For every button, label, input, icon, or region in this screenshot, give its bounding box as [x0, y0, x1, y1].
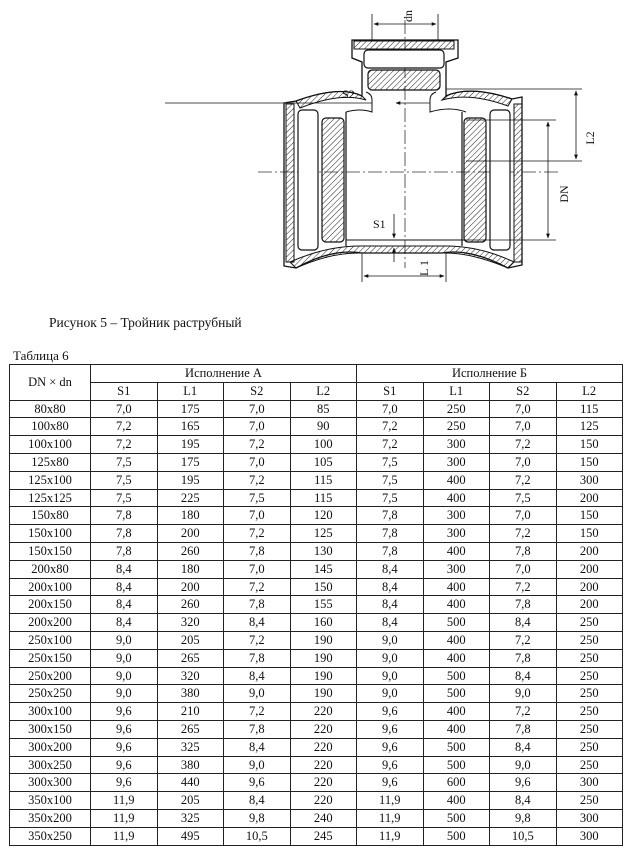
value-cell: 400: [423, 792, 490, 810]
value-cell: 250: [423, 418, 490, 436]
value-cell: 9,0: [490, 685, 557, 703]
dn-cell: 300x200: [10, 738, 91, 756]
value-cell: 8,4: [224, 792, 291, 810]
value-cell: 9,0: [357, 685, 424, 703]
value-cell: 130: [290, 542, 357, 560]
value-cell: 11,9: [91, 809, 158, 827]
value-cell: 7,8: [357, 507, 424, 525]
group-b-header: Исполнение Б: [357, 365, 623, 383]
value-cell: 300: [423, 507, 490, 525]
value-cell: 7,5: [357, 453, 424, 471]
value-cell: 195: [157, 436, 224, 454]
value-cell: 150: [556, 507, 623, 525]
table-row: [10, 631, 623, 649]
value-cell: 500: [423, 738, 490, 756]
value-cell: 500: [423, 756, 490, 774]
value-cell: 210: [157, 703, 224, 721]
value-cell: 7,2: [224, 578, 291, 596]
value-cell: 225: [157, 489, 224, 507]
value-cell: 145: [290, 560, 357, 578]
value-cell: 400: [423, 720, 490, 738]
value-cell: 7,0: [490, 453, 557, 471]
value-cell: 7,2: [357, 436, 424, 454]
value-cell: 7,0: [224, 400, 291, 418]
label-dn-big: DN: [557, 185, 571, 203]
value-cell: 250: [423, 400, 490, 418]
tee-drawing: [0, 0, 630, 305]
value-cell: 260: [157, 596, 224, 614]
table-row: [10, 614, 623, 632]
dn-cell: 250x200: [10, 667, 91, 685]
value-cell: 7,2: [490, 525, 557, 543]
value-cell: 250: [556, 792, 623, 810]
value-cell: 200: [157, 525, 224, 543]
value-cell: 7,8: [224, 649, 291, 667]
value-cell: 7,0: [224, 453, 291, 471]
value-cell: 9,6: [91, 720, 158, 738]
table-row: [10, 542, 623, 560]
value-cell: 190: [290, 649, 357, 667]
value-cell: 100: [290, 436, 357, 454]
value-cell: 180: [157, 507, 224, 525]
value-cell: 7,2: [224, 525, 291, 543]
column-header: S1: [91, 382, 158, 400]
value-cell: 125: [556, 418, 623, 436]
value-cell: 220: [290, 792, 357, 810]
value-cell: 115: [556, 400, 623, 418]
value-cell: 220: [290, 774, 357, 792]
value-cell: 8,4: [91, 578, 158, 596]
value-cell: 7,2: [224, 631, 291, 649]
row-header: DN × dn: [10, 365, 91, 401]
value-cell: 8,4: [91, 560, 158, 578]
value-cell: 190: [290, 631, 357, 649]
value-cell: 250: [556, 649, 623, 667]
value-cell: 8,4: [224, 614, 291, 632]
dn-cell: 150x150: [10, 542, 91, 560]
value-cell: 7,8: [91, 507, 158, 525]
value-cell: 7,5: [224, 489, 291, 507]
dn-cell: 150x80: [10, 507, 91, 525]
value-cell: 500: [423, 667, 490, 685]
value-cell: 7,8: [357, 525, 424, 543]
value-cell: 300: [556, 471, 623, 489]
value-cell: 8,4: [357, 614, 424, 632]
table-row: [10, 809, 623, 827]
dn-cell: 150x100: [10, 525, 91, 543]
dn-cell: 200x150: [10, 596, 91, 614]
value-cell: 150: [290, 578, 357, 596]
value-cell: 265: [157, 720, 224, 738]
table-row: [10, 400, 623, 418]
table-row: [10, 756, 623, 774]
value-cell: 220: [290, 738, 357, 756]
value-cell: 8,4: [490, 792, 557, 810]
value-cell: 8,4: [490, 738, 557, 756]
value-cell: 11,9: [91, 792, 158, 810]
value-cell: 7,8: [490, 720, 557, 738]
table-row: [10, 774, 623, 792]
value-cell: 11,9: [357, 809, 424, 827]
top-seal-inner: [368, 70, 440, 90]
value-cell: 7,5: [91, 453, 158, 471]
value-cell: 8,4: [357, 578, 424, 596]
value-cell: 150: [556, 436, 623, 454]
value-cell: 495: [157, 827, 224, 845]
value-cell: 600: [423, 774, 490, 792]
label-s2: S2: [342, 87, 355, 101]
value-cell: 7,2: [91, 418, 158, 436]
value-cell: 400: [423, 578, 490, 596]
value-cell: 220: [290, 703, 357, 721]
value-cell: 90: [290, 418, 357, 436]
value-cell: 500: [423, 685, 490, 703]
group-a-header: Исполнение А: [91, 365, 357, 383]
value-cell: 500: [423, 827, 490, 845]
value-cell: 7,0: [224, 560, 291, 578]
dn-cell: 125x125: [10, 489, 91, 507]
value-cell: 9,0: [224, 756, 291, 774]
value-cell: 200: [556, 578, 623, 596]
value-cell: 9,0: [91, 685, 158, 703]
value-cell: 250: [556, 720, 623, 738]
value-cell: 85: [290, 400, 357, 418]
value-cell: 125: [290, 525, 357, 543]
value-cell: 300: [556, 774, 623, 792]
table-row: [10, 720, 623, 738]
value-cell: 200: [157, 578, 224, 596]
value-cell: 160: [290, 614, 357, 632]
dn-cell: 300x250: [10, 756, 91, 774]
value-cell: 195: [157, 471, 224, 489]
value-cell: 7,8: [490, 596, 557, 614]
table-row: [10, 418, 623, 436]
label-l2: L2: [583, 131, 597, 145]
value-cell: 9,0: [91, 667, 158, 685]
value-cell: 7,8: [357, 542, 424, 560]
value-cell: 240: [290, 809, 357, 827]
table-row: [10, 667, 623, 685]
value-cell: 9,6: [91, 774, 158, 792]
value-cell: 7,8: [224, 720, 291, 738]
column-header: L2: [290, 382, 357, 400]
table-row: [10, 436, 623, 454]
value-cell: 250: [556, 685, 623, 703]
value-cell: 400: [423, 489, 490, 507]
value-cell: 8,4: [91, 596, 158, 614]
value-cell: 11,9: [357, 827, 424, 845]
value-cell: 220: [290, 756, 357, 774]
top-seal: [364, 50, 444, 68]
dn-cell: 100x100: [10, 436, 91, 454]
value-cell: 7,2: [490, 631, 557, 649]
value-cell: 9,0: [224, 685, 291, 703]
value-cell: 245: [290, 827, 357, 845]
value-cell: 9,6: [357, 774, 424, 792]
value-cell: 150: [556, 453, 623, 471]
value-cell: 265: [157, 649, 224, 667]
value-cell: 9,0: [357, 631, 424, 649]
dn-cell: 125x80: [10, 453, 91, 471]
value-cell: 7,5: [357, 471, 424, 489]
value-cell: 250: [556, 756, 623, 774]
value-cell: 7,2: [224, 471, 291, 489]
value-cell: 7,0: [490, 507, 557, 525]
value-cell: 300: [556, 809, 623, 827]
value-cell: 7,8: [91, 525, 158, 543]
value-cell: 325: [157, 809, 224, 827]
value-cell: 500: [423, 809, 490, 827]
value-cell: 325: [157, 738, 224, 756]
value-cell: 10,5: [490, 827, 557, 845]
value-cell: 155: [290, 596, 357, 614]
dn-cell: 250x150: [10, 649, 91, 667]
value-cell: 400: [423, 649, 490, 667]
value-cell: 300: [556, 827, 623, 845]
figure-caption: Рисунок 5 – Тройник раструбный: [49, 315, 242, 330]
value-cell: 8,4: [224, 667, 291, 685]
table-row: [10, 596, 623, 614]
table-label: Таблица 6: [13, 348, 69, 363]
value-cell: 380: [157, 685, 224, 703]
column-header: S2: [490, 382, 557, 400]
value-cell: 7,8: [224, 542, 291, 560]
value-cell: 7,0: [91, 400, 158, 418]
value-cell: 7,8: [224, 596, 291, 614]
value-cell: 9,0: [357, 649, 424, 667]
table-row: [10, 525, 623, 543]
value-cell: 200: [556, 542, 623, 560]
table-row: [10, 649, 623, 667]
value-cell: 8,4: [224, 738, 291, 756]
value-cell: 220: [290, 720, 357, 738]
value-cell: 300: [423, 436, 490, 454]
value-cell: 175: [157, 453, 224, 471]
value-cell: 260: [157, 542, 224, 560]
dn-cell: 300x150: [10, 720, 91, 738]
table-row: [10, 453, 623, 471]
dn-cell: 350x100: [10, 792, 91, 810]
table-row: [10, 507, 623, 525]
value-cell: 7,0: [224, 507, 291, 525]
value-cell: 320: [157, 667, 224, 685]
value-cell: 7,5: [91, 489, 158, 507]
dn-cell: 200x100: [10, 578, 91, 596]
value-cell: 150: [556, 525, 623, 543]
value-cell: 9,6: [490, 774, 557, 792]
value-cell: 7,5: [490, 489, 557, 507]
value-cell: 9,6: [357, 756, 424, 774]
left-socket-wall: [286, 104, 294, 262]
table-row: [10, 578, 623, 596]
value-cell: 320: [157, 614, 224, 632]
dn-cell: 350x250: [10, 827, 91, 845]
value-cell: 200: [556, 489, 623, 507]
column-header: S2: [224, 382, 291, 400]
right-seal-inner: [464, 118, 486, 242]
value-cell: 400: [423, 596, 490, 614]
table-row: [10, 792, 623, 810]
value-cell: 8,4: [357, 596, 424, 614]
right-seal: [490, 110, 510, 250]
right-socket-wall: [514, 104, 522, 262]
dn-cell: 200x200: [10, 614, 91, 632]
value-cell: 300: [423, 560, 490, 578]
value-cell: 9,8: [490, 809, 557, 827]
value-cell: 300: [423, 453, 490, 471]
value-cell: 8,4: [357, 560, 424, 578]
value-cell: 7,5: [357, 489, 424, 507]
value-cell: 250: [556, 667, 623, 685]
dn-cell: 250x250: [10, 685, 91, 703]
table-row: [10, 738, 623, 756]
tee-bore: [346, 92, 466, 240]
table-row: [10, 703, 623, 721]
dn-cell: 125x100: [10, 471, 91, 489]
dn-cell: 300x100: [10, 703, 91, 721]
dn-cell: 250x100: [10, 631, 91, 649]
table-row: [10, 827, 623, 845]
value-cell: 7,2: [357, 418, 424, 436]
value-cell: 11,9: [357, 792, 424, 810]
left-seal: [298, 110, 318, 250]
column-header-row: [10, 382, 623, 400]
value-cell: 205: [157, 792, 224, 810]
spec-table: [9, 364, 623, 846]
value-cell: 180: [157, 560, 224, 578]
value-cell: 9,6: [91, 703, 158, 721]
value-cell: 10,5: [224, 827, 291, 845]
value-cell: 8,4: [91, 614, 158, 632]
column-header: S1: [357, 382, 424, 400]
value-cell: 380: [157, 756, 224, 774]
value-cell: 9,8: [224, 809, 291, 827]
value-cell: 190: [290, 667, 357, 685]
value-cell: 9,0: [490, 756, 557, 774]
value-cell: 8,4: [490, 667, 557, 685]
table-row: [10, 560, 623, 578]
value-cell: 9,0: [91, 631, 158, 649]
value-cell: 400: [423, 631, 490, 649]
value-cell: 250: [556, 703, 623, 721]
value-cell: 8,4: [490, 614, 557, 632]
value-cell: 7,8: [490, 542, 557, 560]
value-cell: 9,0: [91, 649, 158, 667]
top-socket-wall: [354, 41, 454, 49]
value-cell: 400: [423, 542, 490, 560]
value-cell: 11,9: [91, 827, 158, 845]
value-cell: 7,2: [224, 436, 291, 454]
column-header: L1: [423, 382, 490, 400]
value-cell: 7,2: [490, 436, 557, 454]
value-cell: 190: [290, 685, 357, 703]
value-cell: 250: [556, 614, 623, 632]
value-cell: 300: [423, 525, 490, 543]
value-cell: 165: [157, 418, 224, 436]
value-cell: 7,0: [490, 418, 557, 436]
dn-cell: 100x80: [10, 418, 91, 436]
value-cell: 9,0: [357, 667, 424, 685]
label-l1: L 1: [417, 260, 431, 276]
value-cell: 250: [556, 738, 623, 756]
value-cell: 400: [423, 703, 490, 721]
label-dn: dn: [401, 10, 415, 22]
value-cell: 105: [290, 453, 357, 471]
value-cell: 175: [157, 400, 224, 418]
column-header: L1: [157, 382, 224, 400]
table-row: [10, 489, 623, 507]
value-cell: 7,8: [91, 542, 158, 560]
dn-cell: 80x80: [10, 400, 91, 418]
value-cell: 7,2: [490, 471, 557, 489]
dn-cell: 200x80: [10, 560, 91, 578]
value-cell: 400: [423, 471, 490, 489]
table-row: [10, 471, 623, 489]
upper-wall: [296, 91, 512, 108]
value-cell: 7,0: [357, 400, 424, 418]
value-cell: 9,6: [91, 756, 158, 774]
left-seal-inner: [322, 118, 344, 242]
value-cell: 9,6: [91, 738, 158, 756]
value-cell: 7,0: [490, 400, 557, 418]
value-cell: 200: [556, 596, 623, 614]
value-cell: 500: [423, 614, 490, 632]
bottom-wall: [290, 246, 514, 268]
value-cell: 200: [556, 560, 623, 578]
value-cell: 7,2: [91, 436, 158, 454]
value-cell: 9,6: [357, 703, 424, 721]
value-cell: 7,2: [224, 703, 291, 721]
dn-cell: 350x200: [10, 809, 91, 827]
column-header: L2: [556, 382, 623, 400]
value-cell: 7,5: [91, 471, 158, 489]
value-cell: 250: [556, 631, 623, 649]
value-cell: 9,6: [357, 720, 424, 738]
table-row: [10, 685, 623, 703]
value-cell: 205: [157, 631, 224, 649]
value-cell: 7,8: [490, 649, 557, 667]
table-body: [10, 400, 623, 845]
value-cell: 120: [290, 507, 357, 525]
value-cell: 7,2: [490, 578, 557, 596]
dn-cell: 300x300: [10, 774, 91, 792]
value-cell: 9,6: [357, 738, 424, 756]
value-cell: 7,0: [490, 560, 557, 578]
value-cell: 9,6: [224, 774, 291, 792]
value-cell: 115: [290, 489, 357, 507]
value-cell: 7,0: [224, 418, 291, 436]
value-cell: 440: [157, 774, 224, 792]
value-cell: 7,2: [490, 703, 557, 721]
value-cell: 115: [290, 471, 357, 489]
label-s1: S1: [373, 217, 386, 231]
